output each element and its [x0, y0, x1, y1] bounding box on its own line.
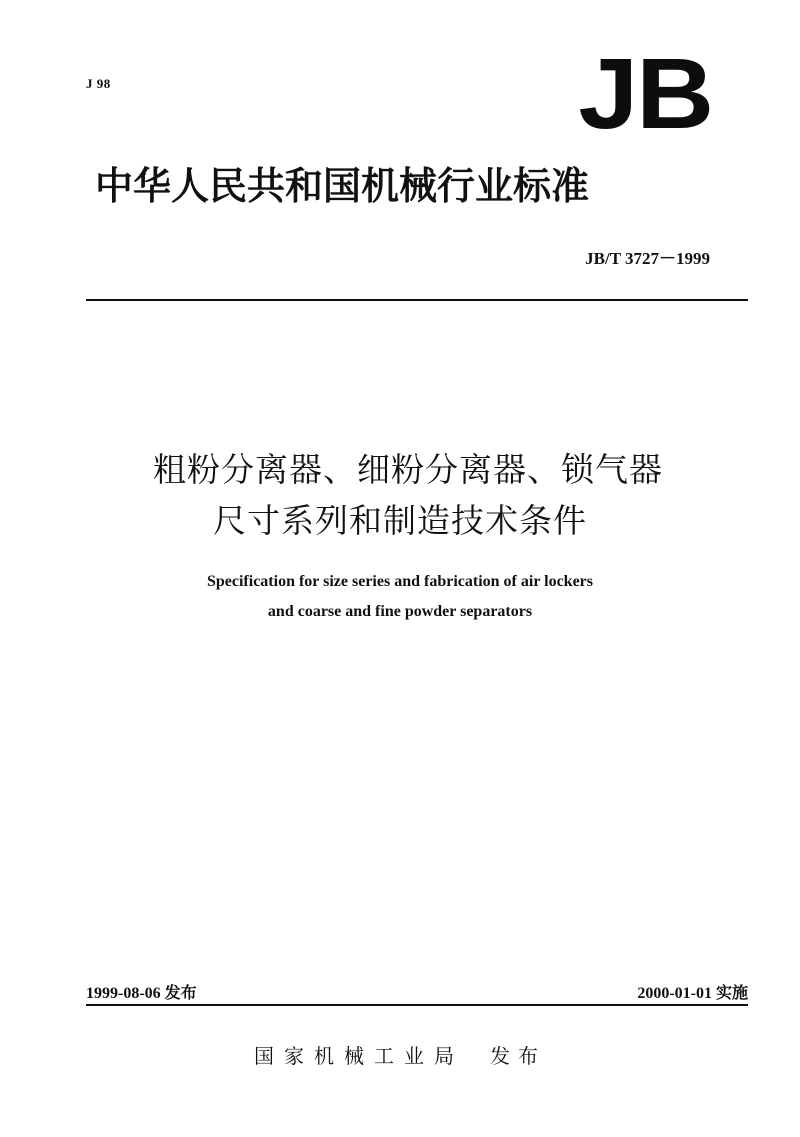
jb-logo: JB	[578, 38, 712, 150]
document-title-cn-line1: 粗粉分离器、细粉分离器、锁气器	[153, 450, 663, 489]
document-title-en-line2: and coarse and fine powder separators	[267, 603, 533, 620]
standard-organization-title: 中华人民共和国机械行业标准	[95, 164, 590, 208]
header-divider	[86, 299, 748, 301]
classification-code: J 98	[86, 76, 111, 91]
issuer-name: 国家机械工业局	[254, 1044, 464, 1068]
document-title-cn-line2: 尺寸系列和制造技术条件	[213, 501, 587, 540]
document-title-en-line1: Specification for size series and fabrication of air lockers	[206, 573, 593, 590]
issuer-line	[0, 1040, 800, 1069]
standard-number: JB/T 3727－1999	[585, 249, 710, 268]
issuer-action: 发布	[490, 1044, 546, 1068]
issue-date: 1999-08-06 发布	[86, 985, 197, 1002]
footer-divider	[86, 1004, 748, 1006]
implementation-date: 2000-01-01 实施	[637, 985, 748, 1002]
